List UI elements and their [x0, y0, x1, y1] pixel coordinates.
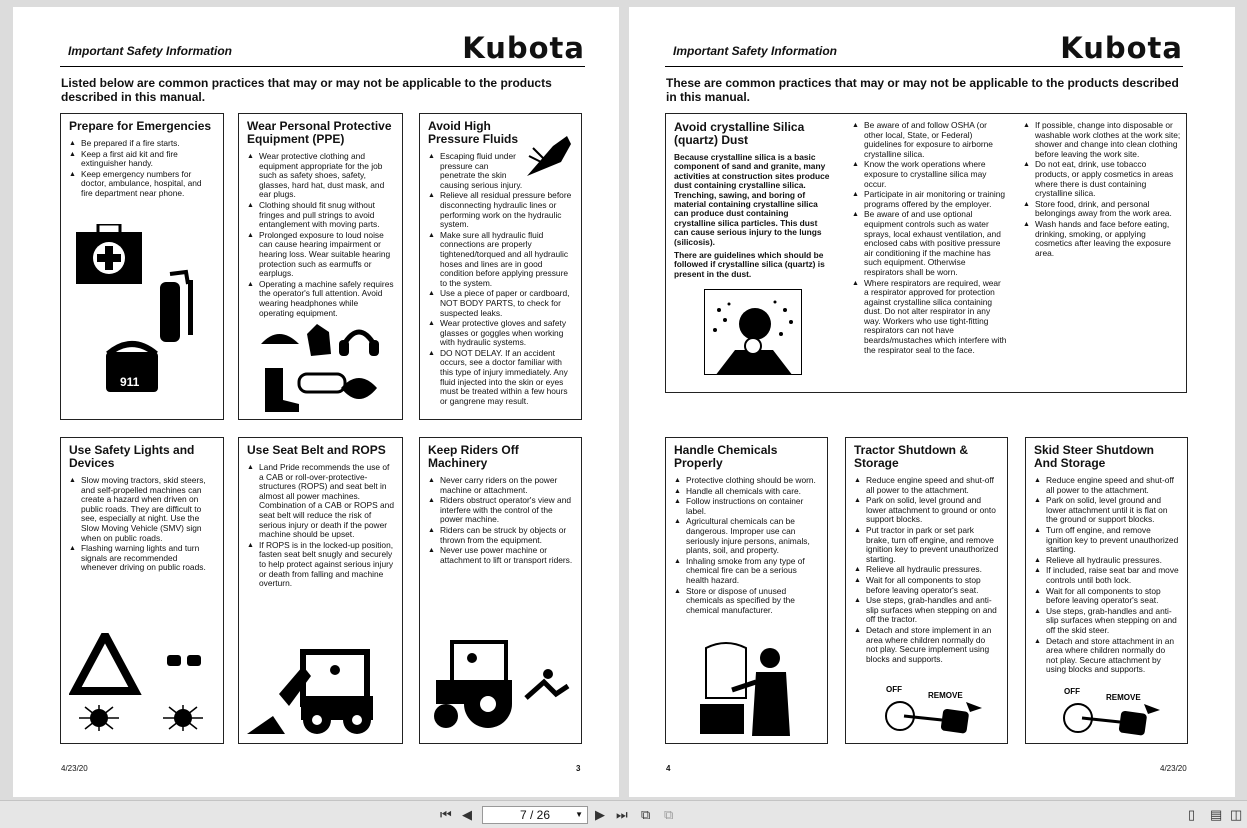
page-number: 4 [666, 764, 671, 773]
page-date: 4/23/20 [61, 764, 88, 773]
section-tractor-shutdown [845, 437, 1008, 744]
intro-text: These are common practices that may or may not be applicable to the products described in this manual. [666, 76, 1179, 104]
list-item: ▲ Be prepared if a fire starts. [69, 139, 215, 149]
section-skid-steer-shutdown [1025, 437, 1188, 744]
svg-text:OFF: OFF [886, 685, 902, 694]
list-item: ▲ Keep emergency numbers for doctor, ambulance, hospital, and fire department near phone. [69, 170, 215, 199]
list-item: ▲ Where respirators are required, wear a respirator approved for protection against crystalline silica containing dust. Do not alter respirator in any way. Workers who use tight-fitting respirators can not have beards/mustaches which interfere with the respirator seal to the face. [852, 279, 1007, 356]
page-indicator: 7 / 26 [519, 808, 551, 822]
list-item: ▲ Wait for all components to stop before leaving operator's seat. [1034, 587, 1179, 606]
list-item: ▲ Reduce engine speed and shut-off all power to the attachment. [854, 476, 999, 495]
list-item: ▲ Wear protective clothing and equipment appropriate for the job such as safety shoes, safety, glasses, hard hat, dust mask, and ear plugs. [247, 152, 394, 200]
list-item: ▲ Protective clothing should be worn. [674, 476, 819, 486]
ignition-key-icon [882, 682, 992, 742]
list-item: ▲ Be aware of and follow OSHA (or other local, State, or Federal) guidelines for exposure to airborne crystalline silica. [852, 121, 1007, 159]
svg-text:REMOVE: REMOVE [928, 691, 963, 700]
list-item: ▲ Operating a machine safely requires the operator's full attention. Avoid wearing headphones while operating equipment. [247, 280, 394, 318]
viewer-toolbar [0, 800, 1247, 828]
list-item: ▲ Relieve all residual pressure before disconnecting hydraulic lines or performing work on the hydraulic system. [428, 191, 573, 229]
tractor-rider-icon [432, 638, 572, 730]
list-item: ▲ Relieve all hydraulic pressures. [1034, 556, 1179, 566]
list-item: ▲ Relieve all hydraulic pressures. [854, 565, 999, 575]
svg-text:OFF: OFF [1064, 687, 1080, 696]
skid-steer-icon [245, 646, 395, 738]
section-prepare-emergencies [60, 113, 224, 420]
list-item: ▲ Riders can be struck by objects or thrown from the equipment. [428, 526, 573, 545]
first-page-icon[interactable]: ⏮ [440, 807, 452, 822]
list-item: ▲ Park on solid, level ground and lower attachment until it is flat on the ground or support blocks. [1034, 496, 1179, 525]
list-item: ▲ Use a piece of paper or cardboard, NOT BODY PARTS, to check for suspected leaks. [428, 289, 573, 318]
section-ppe [238, 113, 403, 420]
list-item: ▲ Land Pride recommends the use of a CAB or roll-over-protective-structures (ROPS) and seat belt in almost all power machines. Combination of a CAB or ROPS and seat belt will reduce the risk of serious injury or death if the power machine should be upset. [247, 463, 394, 540]
last-page-icon[interactable]: ⏭ [616, 807, 628, 822]
list-item: ▲ Be aware of and use optional equipment controls such as water sprays, local exhaust ventilation, and enclosed cabs with positive pressure air conditioning if the machine has such equipment. Otherwise respirators shall be worn. [852, 210, 1007, 277]
section-silica [665, 113, 1187, 393]
section-title: Avoid High Pressure Fluids [428, 119, 519, 146]
list-item: ▲ Make sure all hydraulic fluid connections are properly tightened/torqued and all hydraulic hoses and lines are in good condition before applying pressure to the system. [428, 231, 573, 289]
page-4 [629, 7, 1235, 797]
list-item: ▲ Wait for all components to stop before leaving operator's seat. [854, 576, 999, 595]
list-item: ▲ Do not eat, drink, use tobacco products, or apply cosmetics in areas where there is dust containing crystalline silica. [1023, 160, 1181, 198]
list-item: ▲ Participate in air monitoring or training programs offered by the employer. [852, 190, 1007, 209]
page-date: 4/23/20 [1160, 764, 1187, 773]
list-item: ▲ Escaping fluid under pressure can penetrate the skin causing serious injury. [428, 152, 573, 190]
rotate-icon[interactable]: ⧉ [641, 807, 651, 822]
page-selector[interactable] [482, 806, 588, 824]
kubota-logo: Kubota [1060, 31, 1183, 65]
list-item: ▲ If included, raise seat bar and move controls until both lock. [1034, 566, 1179, 585]
list-item: ▲ Detach and store implement in an area where children normally do not play. Secure implement using blocks and supports. [854, 626, 999, 664]
page-header [60, 31, 585, 67]
kubota-logo: Kubota [462, 31, 585, 65]
list-item: ▲ Slow moving tractors, skid steers, and self-propelled machines can create a hazard when driven on public roads. They are difficult to see, especially at night. Use the Slow Moving Vehicle (SMV) sign when on public roads. [69, 476, 215, 543]
list-item: ▲ Never use power machine or attachment to lift or transport riders. [428, 546, 573, 565]
section-title: Handle Chemicals Properly [674, 443, 778, 470]
section-title: Use Seat Belt and ROPS [247, 443, 386, 457]
section-safety-lights [60, 437, 224, 744]
list-item: ▲ Keep a first aid kit and fire extinguisher handy. [69, 150, 215, 169]
section-title: Wear Personal Protective Equipment (PPE) [247, 119, 392, 146]
list-item: ▲ Handle all chemicals with care. [674, 487, 819, 497]
list-item: ▲ Store food, drink, and personal belongings away from the work area. [1023, 200, 1181, 219]
section-title: Skid Steer Shutdown And Storage [1034, 443, 1155, 470]
section-title: Keep Riders Off Machinery [428, 443, 519, 470]
list-item: ▲ Park on solid, level ground and lower attachment to ground or onto support blocks. [854, 496, 999, 525]
list-item: ▲ Turn off engine, and remove ignition key to prevent unauthorized starting. [1034, 526, 1179, 555]
list-item: ▲ Inhaling smoke from any type of chemical fire can be a serious health hazard. [674, 557, 819, 586]
chemical-handling-icon [696, 638, 796, 738]
continuous-icon[interactable]: ▤ [1210, 807, 1223, 822]
page-3 [13, 7, 619, 797]
smv-sign-lights-icon [69, 633, 219, 738]
section-high-pressure [419, 113, 582, 420]
list-item: ▲ Never carry riders on the power machine or attachment. [428, 476, 573, 495]
list-item: ▲ Flashing warning lights and turn signals are recommended whenever driving on public roads. [69, 544, 215, 573]
list-item: ▲ Know the work operations where exposure to crystalline silica may occur. [852, 160, 1007, 189]
chevron-down-icon: ▼ [575, 810, 583, 819]
list-item: ▲ Detach and store attachment in an area where children normally do not play. Secure attachment by using blocks and supports. [1034, 637, 1179, 675]
thumbnail-icon[interactable]: ⧉ [664, 807, 674, 822]
section-chemicals [665, 437, 828, 744]
first-aid-extinguisher-phone-icon [76, 224, 216, 394]
list-item: ▲ Prolonged exposure to loud noise can cause hearing impairment or hearing loss. Wear suitable hearing protection such as earmuffs or earplugs. [247, 231, 394, 279]
dust-respirator-icon [704, 289, 802, 375]
list-item: ▲ If ROPS is in the locked-up position, fasten seat belt snugly and securely to help protect against serious injury or death from falling and machine overturn. [247, 541, 394, 589]
page-header [665, 31, 1183, 67]
section-seat-belt-rops [238, 437, 403, 744]
list-item: ▲ Riders obstruct operator's view and interfere with the control of the power machine. [428, 496, 573, 525]
list-item: ▲ Wash hands and face before eating, drinking, smoking, or applying cosmetics after leaving the exposure area. [1023, 220, 1181, 258]
two-page-icon[interactable]: ◫ [1230, 807, 1243, 822]
svg-text:REMOVE: REMOVE [1106, 693, 1141, 702]
header-title: Important Safety Information [673, 44, 838, 58]
list-item: ▲ DO NOT DELAY. If an accident occurs, see a doctor familiar with this type of injury immediately. Any fluid injected into the skin or eyes must be treated within a few hours or gangrene may result. [428, 349, 573, 407]
section-riders-off [419, 437, 582, 744]
ignition-key-icon [1060, 684, 1170, 742]
list-item: ▲ Follow instructions on container label. [674, 497, 819, 516]
list-item: ▲ Use steps, grab-handles and anti-slip surfaces when stepping on and off the tractor. [854, 596, 999, 625]
emergency-number: 911 [120, 375, 140, 389]
section-title: Use Safety Lights and Devices [69, 443, 195, 470]
prev-page-icon[interactable]: ◀ [462, 807, 472, 822]
list-item: ▲ Reduce engine speed and shut-off all power to the attachment. [1034, 476, 1179, 495]
list-item: ▲ Clothing should fit snug without fringes and pull strings to avoid entanglement with moving parts. [247, 201, 394, 230]
list-item: ▲ If possible, change into disposable or washable work clothes at the work site; shower and change into clean clothing before leaving the work site. [1023, 121, 1181, 159]
list-item: ▲ Wear protective gloves and safety glasses or goggles when working with hydraulic systems. [428, 319, 573, 348]
header-title: Important Safety Information [68, 44, 233, 58]
list-item: ▲ Store or dispose of unused chemicals as specified by the chemical manufacturer. [674, 587, 819, 616]
section-title: Tractor Shutdown & Storage [854, 443, 968, 470]
list-item: ▲ Use steps, grab-handles and anti-slip surfaces when stepping on and off the skid steer. [1034, 607, 1179, 636]
silica-paragraph: Because crystalline silica is a basic component of sand and granite, many activities at construction sites produce dust containing crystalline silica. Trenching, sawing, and boring of material containing crystalline silica can produce dust containing crystalline silica particles. This dust can cause serious injury to the lungs (silicosis). [674, 152, 830, 247]
intro-text: Listed below are common practices that may or may not be applicable to the products described in this manual. [61, 76, 552, 104]
silica-guideline: There are guidelines which should be followed if crystalline silica (quartz) is present in the dust. [674, 250, 825, 279]
section-title: Avoid crystalline Silica (quartz) Dust [674, 120, 805, 147]
section-title: Prepare for Emergencies [69, 119, 212, 133]
ppe-gear-icon [259, 324, 384, 416]
list-item: ▲ Agricultural chemicals can be dangerous. Improper use can seriously injure persons, animals, plants, soil, and property. [674, 517, 819, 555]
list-item: ▲ Put tractor in park or set park brake, turn off engine, and remove ignition key to prevent unauthorized starting. [854, 526, 999, 564]
single-page-icon[interactable]: ▯ [1188, 807, 1196, 822]
next-page-icon[interactable]: ▶ [595, 807, 605, 822]
page-number: 3 [576, 764, 581, 773]
